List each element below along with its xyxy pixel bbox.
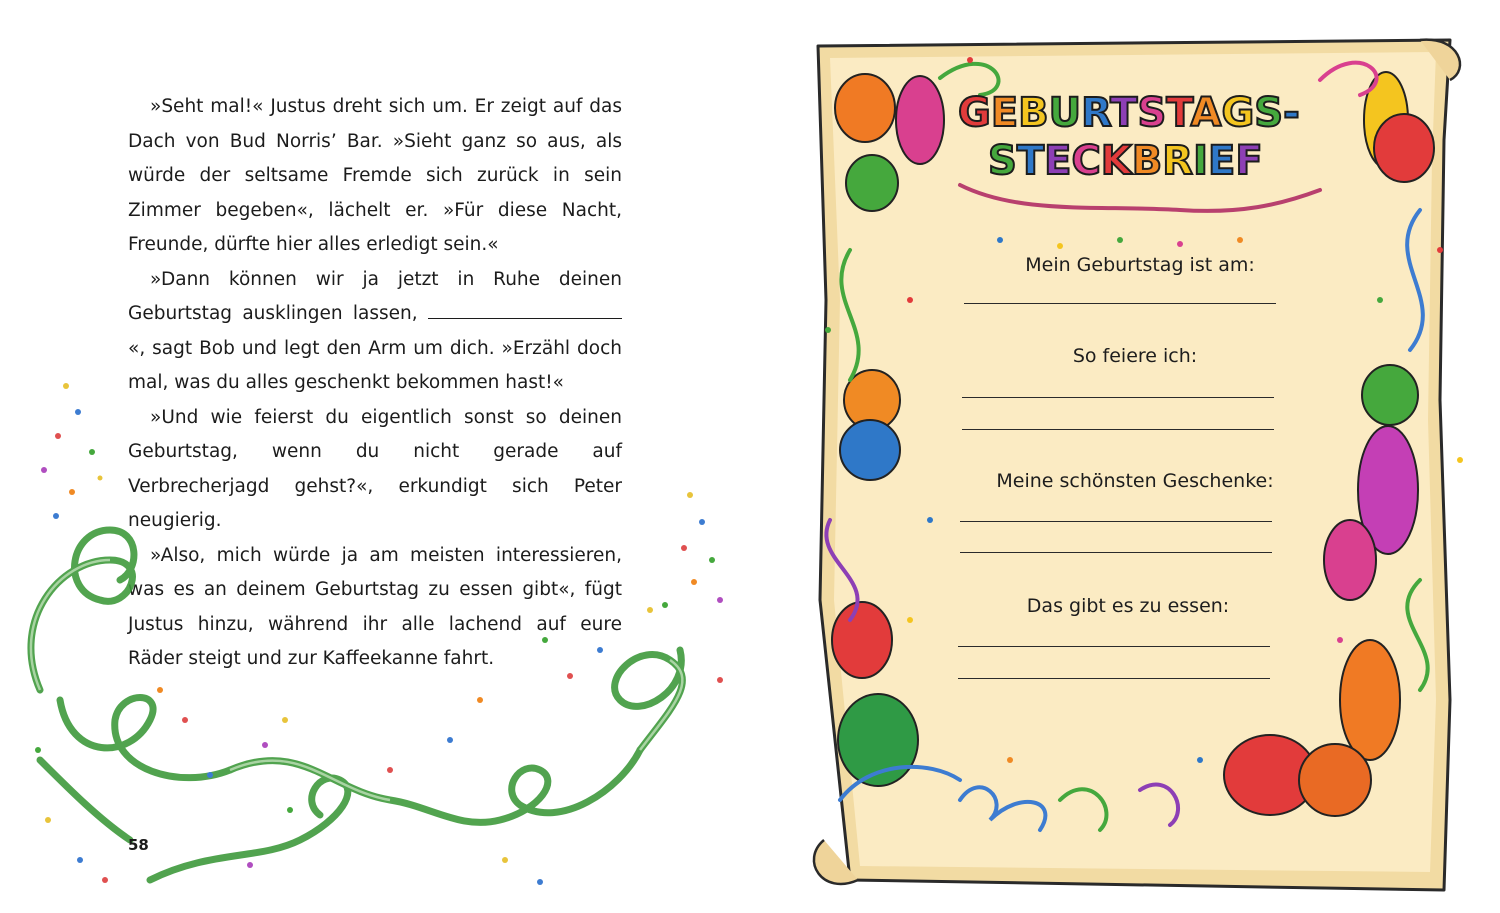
story-text xyxy=(128,90,622,677)
food-line-2[interactable] xyxy=(958,678,1270,679)
story-paragraph xyxy=(128,263,622,401)
gifts-line-1[interactable] xyxy=(960,521,1272,522)
gifts-label: Meine schönsten Geschenke: xyxy=(996,470,1274,492)
page-number: 58 xyxy=(128,836,149,854)
birthday-date-label: Mein Geburtstag ist am: xyxy=(1025,254,1255,276)
gifts-line-2[interactable] xyxy=(960,552,1272,553)
food-line-1[interactable] xyxy=(958,646,1270,647)
name-blank-line[interactable] xyxy=(428,300,622,319)
food-label: Das gibt es zu essen: xyxy=(1026,595,1230,617)
celebration-line-1[interactable] xyxy=(962,397,1274,398)
story-paragraph xyxy=(128,401,622,539)
paragraph-text: «, sagt Bob und legt den Arm um dich. »Erzähl doch mal, was du alles geschenkt bekommen hast!« xyxy=(128,337,622,393)
celebration-label: So feiere ich: xyxy=(1072,345,1198,367)
paragraph-text: »Dann können wir ja jetzt in Ruhe deinen Geburtstag ausklingen lassen, xyxy=(128,268,622,324)
story-paragraph xyxy=(128,539,622,677)
paragraph-text: »Und wie feierst du eigentlich sonst so deinen Geburtstag, wenn du nicht gerade auf Verbrecherjagd gehst?«, erkundigt sich Peter neugierig. xyxy=(128,406,622,531)
title-line-2: STECKBRIEF xyxy=(988,138,1263,182)
right-page xyxy=(760,0,1500,913)
paragraph-text: »Seht mal!« Justus dreht sich um. Er zeigt auf das Dach von Bud Norris’ Bar. »Sieht ganz so aus, als würde der seltsame Fremde sich zurück in sein Zimmer begeben«, lächelt er. »Für diese Nacht, Freunde, dürfte hier alles erledigt sein.« xyxy=(128,96,622,255)
story-paragraph xyxy=(128,90,622,263)
birthday-date-line[interactable] xyxy=(964,303,1276,304)
form-title xyxy=(928,82,1348,182)
paragraph-text: »Also, mich würde ja am meisten interessieren, was es an deinem Geburtstag zu essen gibt«, fügt Justus hinzu, während ihr alle lachend auf eure Räder steigt und zur Kaffeekanne fahrt. xyxy=(128,544,622,669)
title-line-1: GEBURTSTAGS- xyxy=(958,90,1300,136)
celebration-line-2[interactable] xyxy=(962,429,1274,430)
